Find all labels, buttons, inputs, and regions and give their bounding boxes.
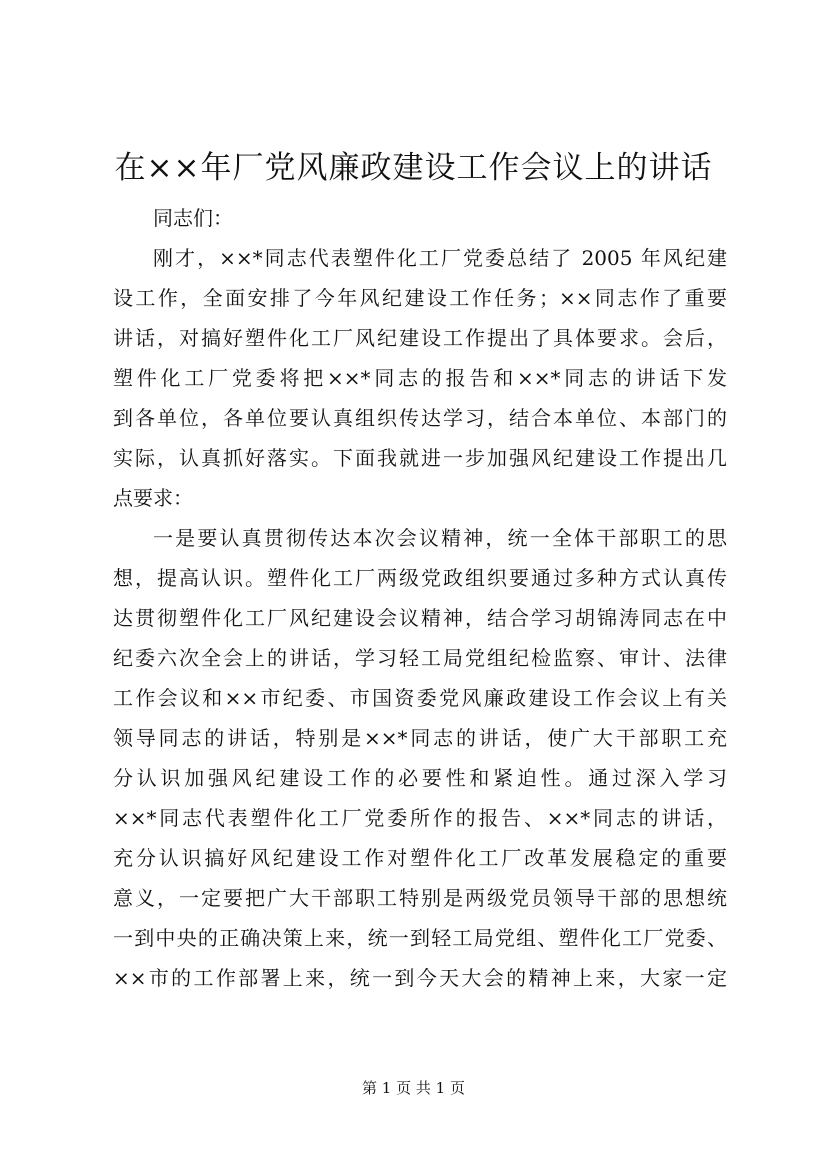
paragraph-line: 刚才，××*同志代表塑件化工厂党委总结了 2005 年风纪建 [153, 246, 727, 270]
paragraph-2 [113, 518, 727, 998]
paragraph-line: 一是要认真贯彻传达本次会议精神，统一全体干部职工的思 [153, 526, 727, 550]
paragraph-line: 一到中央的正确决策上来，统一到轻工局党组、塑件化工厂党委、 [113, 926, 727, 950]
paragraph-line: 实际，认真抓好落实。下面我就进一步加强风纪建设工作提出几 [113, 446, 727, 470]
paragraph-line: 讲话，对搞好塑件化工厂风纪建设工作提出了具体要求。会后， [113, 326, 727, 350]
paragraph-line: ××*同志代表塑件化工厂党委所作的报告、××*同志的讲话， [113, 806, 727, 830]
paragraph-line: 纪委六次全会上的讲话，学习轻工局党组纪检监察、审计、法律 [113, 646, 727, 670]
greeting: 同志们： [153, 206, 233, 230]
page-number-footer: 第 1 页 共 1 页 [362, 1079, 465, 1097]
paragraph-line: ××市的工作部署上来，统一到今天大会的精神上来，大家一定 [113, 966, 727, 990]
paragraph-line: 意义，一定要把广大干部职工特别是两级党员领导干部的思想统 [113, 886, 727, 910]
paragraph-line: 达贯彻塑件化工厂风纪建设会议精神，结合学习胡锦涛同志在中 [113, 606, 727, 630]
document-title: 在××年厂党风廉政建设工作会议上的讲话 [114, 150, 713, 186]
paragraph-line: 工作会议和××市纪委、市国资委党风廉政建设工作会议上有关 [113, 686, 727, 710]
paragraph-line: 点要求： [113, 486, 193, 510]
document-body [113, 198, 727, 998]
paragraph-line: 充分认识搞好风纪建设工作对塑件化工厂改革发展稳定的重要 [113, 846, 727, 870]
paragraph-line: 设工作，全面安排了今年风纪建设工作任务；××同志作了重要 [113, 286, 727, 310]
paragraph-line: 到各单位，各单位要认真组织传达学习，结合本单位、本部门的 [113, 406, 727, 430]
paragraph-1 [113, 238, 727, 518]
paragraph-line: 想，提高认识。塑件化工厂两级党政组织要通过多种方式认真传 [113, 566, 727, 590]
paragraph-line: 分认识加强风纪建设工作的必要性和紧迫性。通过深入学习 [113, 766, 727, 790]
paragraph-line: 塑件化工厂党委将把××*同志的报告和××*同志的讲话下发 [113, 366, 727, 390]
paragraph-line: 领导同志的讲话，特别是××*同志的讲话，使广大干部职工充 [113, 726, 727, 750]
